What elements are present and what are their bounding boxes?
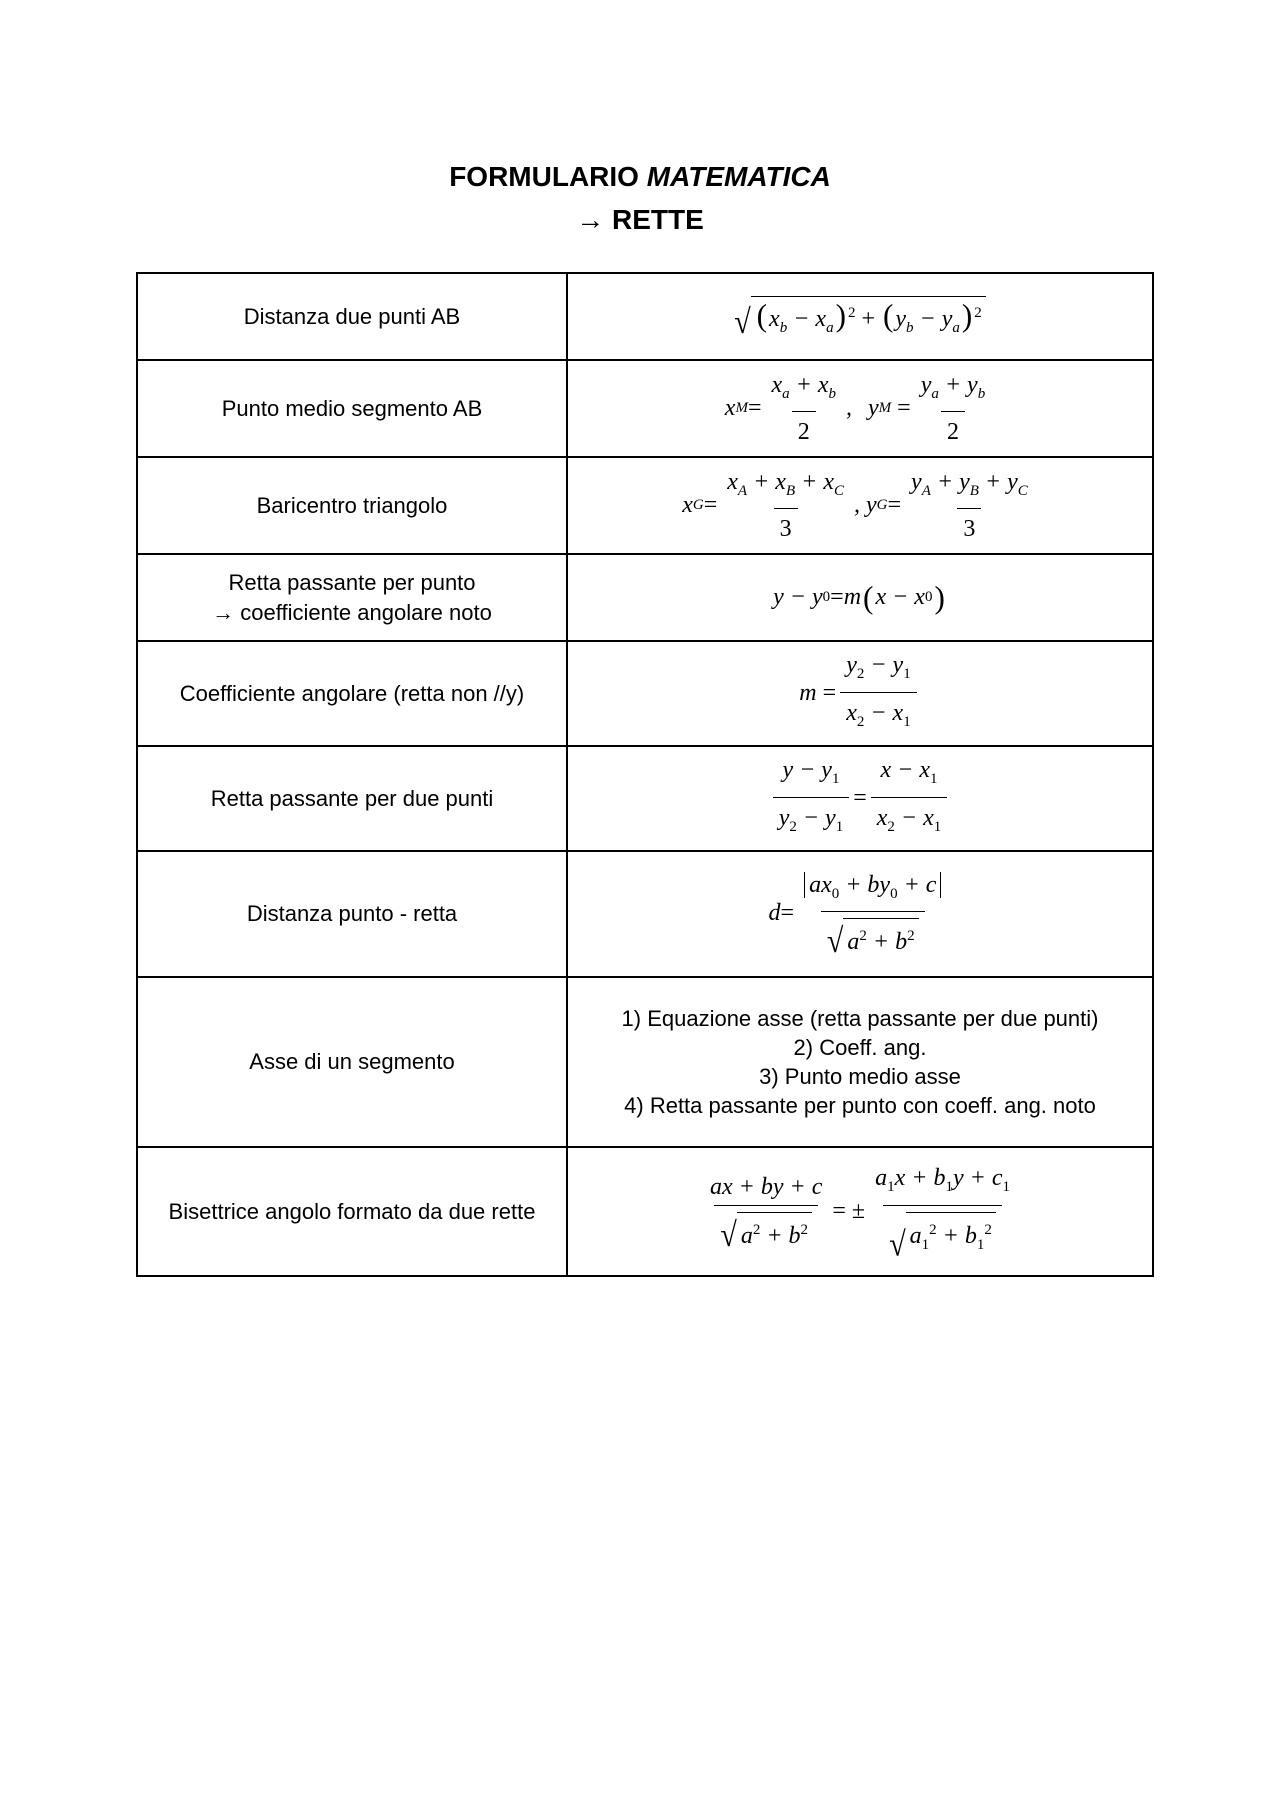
list-item: 4) Retta passante per punto con coeff. ang. noto <box>624 1093 1096 1118</box>
row-label: Distanza due punti AB <box>137 273 567 360</box>
row-label: Bisettrice angolo formato da due rette <box>137 1147 567 1276</box>
table-row <box>137 851 1153 977</box>
table-row <box>137 641 1153 746</box>
formula-point-line-distance: d = $ax_0 + by_0 + c$ √ $a^2 + b^2$ <box>567 851 1153 977</box>
table-row <box>137 977 1153 1147</box>
row-label: Punto medio segmento AB <box>137 360 567 457</box>
row-label-line: Retta passante per punto <box>228 569 476 595</box>
table-row <box>137 746 1153 851</box>
segment-bisector-steps <box>567 977 1153 1147</box>
row-label <box>137 554 567 641</box>
formula-distance-two-points: √ $(x_b - x_a) ^2 + (y_b - y_a)$ $^2$ <box>567 273 1153 360</box>
title-line <box>0 155 1280 198</box>
list-item: 2) Coeff. ang. <box>793 1035 927 1060</box>
formula-line-two-points: $\frac{y - y_1}{y_2 - y_1}$ = $\frac{x - x_1}{x_2 - x_1}$ <box>567 746 1153 851</box>
title-italic: MATEMATICA <box>646 161 831 192</box>
title-prefix: FORMULARIO <box>449 161 639 192</box>
formula-table <box>136 272 1154 1277</box>
table-row <box>137 1147 1153 1276</box>
table-row <box>137 360 1153 457</box>
page-title <box>0 155 1280 241</box>
list-item: 1) Equazione asse (retta passante per due punti) <box>621 1006 1099 1031</box>
row-label: Baricentro triangolo <box>137 457 567 554</box>
row-label: Distanza punto - retta <box>137 851 567 977</box>
row-label: Retta passante per due punti <box>137 746 567 851</box>
subtitle: → RETTE <box>576 204 704 235</box>
formula-angle-bisector: ax + by + c √ $a^2 + b^2$ = ± $a_1x + b_1y + c_1$ √ $a_1^2 + b_1^2$ <box>567 1147 1153 1276</box>
table-row <box>137 554 1153 641</box>
row-label: Asse di un segmento <box>137 977 567 1147</box>
formula-slope: m = $\frac{y_2 - y_1}{x_2 - x_1}$ <box>567 641 1153 746</box>
formula-midpoint: x M = $\frac{x_a + x_b}{2}$ , y M = $\frac{y_a + y_b}{2}$ <box>567 360 1153 457</box>
table-row <box>137 273 1153 360</box>
formula-centroid: x G = $\frac{x_A + x_B + x_C}{3}$ , y G = $\frac{y_A + y_B + y_C}{3}$ <box>567 457 1153 554</box>
formula-point-slope: y − y 0 = m ( x − x 0 ) <box>567 554 1153 641</box>
list-item: 3) Punto medio asse <box>759 1064 961 1089</box>
row-label: Coefficiente angolare (retta non //y) <box>137 641 567 746</box>
table-row <box>137 457 1153 554</box>
row-label-line: → coefficiente angolare noto <box>212 599 492 625</box>
